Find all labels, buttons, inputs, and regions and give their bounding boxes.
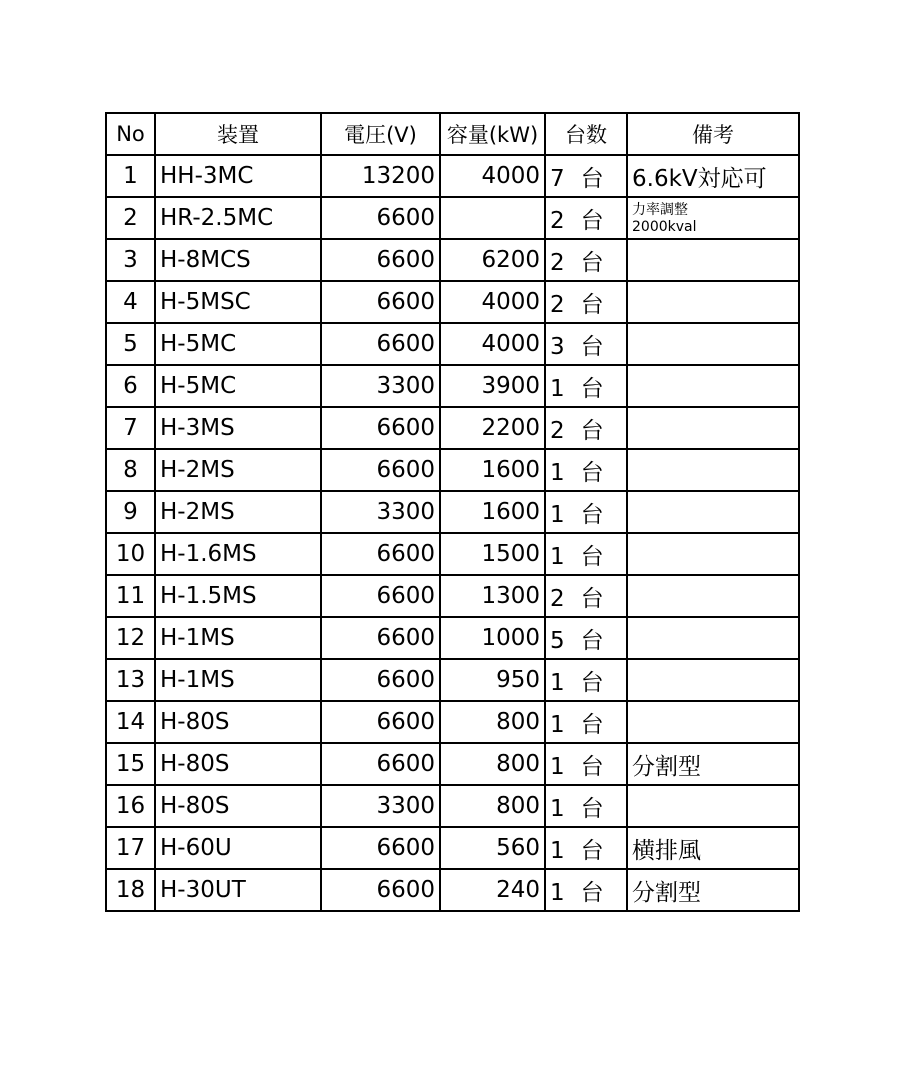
cell-voltage: 6600 <box>321 323 440 365</box>
quantity-value: 1 <box>550 795 565 822</box>
cell-remarks: 横排風 <box>627 827 799 869</box>
quantity-unit: 台 <box>580 249 604 276</box>
cell-quantity <box>545 407 627 449</box>
quantity-unit: 台 <box>580 711 604 738</box>
cell-voltage: 6600 <box>321 281 440 323</box>
cell-quantity <box>545 155 627 197</box>
cell-voltage: 6600 <box>321 869 440 911</box>
cell-capacity: 4000 <box>440 155 545 197</box>
cell-no: 17 <box>106 827 155 869</box>
quantity-unit: 台 <box>580 207 604 234</box>
cell-device: HH-3MC <box>155 155 321 197</box>
cell-quantity <box>545 449 627 491</box>
cell-no: 8 <box>106 449 155 491</box>
quantity-unit: 台 <box>580 333 604 360</box>
quantity-value: 1 <box>550 543 565 570</box>
cell-voltage: 6600 <box>321 701 440 743</box>
cell-remarks <box>627 617 799 659</box>
cell-no: 13 <box>106 659 155 701</box>
cell-quantity <box>545 785 627 827</box>
cell-quantity <box>545 827 627 869</box>
quantity-value: 1 <box>550 669 565 696</box>
cell-device: H-5MC <box>155 365 321 407</box>
cell-capacity: 1600 <box>440 491 545 533</box>
cell-device: H-5MC <box>155 323 321 365</box>
cell-voltage: 3300 <box>321 491 440 533</box>
table-row <box>106 449 799 491</box>
cell-capacity: 560 <box>440 827 545 869</box>
cell-quantity <box>545 491 627 533</box>
cell-voltage: 13200 <box>321 155 440 197</box>
cell-voltage: 6600 <box>321 575 440 617</box>
quantity-value: 2 <box>550 417 565 444</box>
cell-device: H-2MS <box>155 491 321 533</box>
quantity-unit: 台 <box>580 669 604 696</box>
cell-quantity <box>545 869 627 911</box>
cell-device: HR-2.5MC <box>155 197 321 239</box>
table-row <box>106 239 799 281</box>
cell-remarks <box>627 407 799 449</box>
quantity-unit: 台 <box>580 627 604 654</box>
cell-no: 6 <box>106 365 155 407</box>
cell-device: H-80S <box>155 785 321 827</box>
header-capacity: 容量(kW) <box>440 113 545 155</box>
cell-remarks <box>627 701 799 743</box>
quantity-value: 2 <box>550 291 565 318</box>
quantity-unit: 台 <box>580 291 604 318</box>
cell-remarks: 分割型 <box>627 743 799 785</box>
quantity-value: 1 <box>550 459 565 486</box>
equipment-table <box>105 112 800 912</box>
cell-quantity <box>545 533 627 575</box>
cell-no: 10 <box>106 533 155 575</box>
cell-capacity: 1300 <box>440 575 545 617</box>
cell-device: H-1.5MS <box>155 575 321 617</box>
cell-capacity: 3900 <box>440 365 545 407</box>
cell-device: H-2MS <box>155 449 321 491</box>
cell-device: H-80S <box>155 701 321 743</box>
cell-remarks <box>627 659 799 701</box>
header-no: No <box>106 113 155 155</box>
cell-capacity: 2200 <box>440 407 545 449</box>
cell-capacity: 800 <box>440 701 545 743</box>
cell-device: H-5MSC <box>155 281 321 323</box>
quantity-value: 1 <box>550 879 565 906</box>
quantity-value: 1 <box>550 753 565 780</box>
cell-device: H-1MS <box>155 617 321 659</box>
cell-no: 7 <box>106 407 155 449</box>
quantity-unit: 台 <box>580 795 604 822</box>
cell-no: 15 <box>106 743 155 785</box>
cell-remarks <box>627 449 799 491</box>
cell-voltage: 6600 <box>321 407 440 449</box>
header-voltage: 電圧(V) <box>321 113 440 155</box>
table-row <box>106 785 799 827</box>
cell-voltage: 6600 <box>321 449 440 491</box>
table-row <box>106 617 799 659</box>
cell-remarks <box>627 491 799 533</box>
cell-quantity <box>545 365 627 407</box>
cell-device: H-1MS <box>155 659 321 701</box>
cell-remarks <box>627 281 799 323</box>
header-remarks: 備考 <box>627 113 799 155</box>
quantity-value: 2 <box>550 207 565 234</box>
cell-no: 5 <box>106 323 155 365</box>
cell-no: 16 <box>106 785 155 827</box>
cell-no: 4 <box>106 281 155 323</box>
quantity-unit: 台 <box>580 585 604 612</box>
cell-device: H-60U <box>155 827 321 869</box>
table-row <box>106 323 799 365</box>
header-device: 装置 <box>155 113 321 155</box>
remarks-line-1: 力率調整 <box>632 201 688 218</box>
table-row <box>106 701 799 743</box>
table-row <box>106 743 799 785</box>
cell-voltage: 6600 <box>321 827 440 869</box>
cell-quantity <box>545 743 627 785</box>
table-row <box>106 155 799 197</box>
table-row <box>106 365 799 407</box>
cell-device: H-3MS <box>155 407 321 449</box>
cell-remarks <box>627 323 799 365</box>
cell-quantity <box>545 197 627 239</box>
cell-device: H-8MCS <box>155 239 321 281</box>
quantity-value: 7 <box>550 165 565 192</box>
cell-capacity: 4000 <box>440 281 545 323</box>
quantity-value: 1 <box>550 711 565 738</box>
quantity-unit: 台 <box>580 543 604 570</box>
cell-remarks: 6.6kV対応可 <box>627 155 799 197</box>
quantity-value: 2 <box>550 249 565 276</box>
table-row <box>106 575 799 617</box>
header-quantity: 台数 <box>545 113 627 155</box>
cell-no: 12 <box>106 617 155 659</box>
cell-capacity: 4000 <box>440 323 545 365</box>
table-row <box>106 491 799 533</box>
cell-voltage: 6600 <box>321 617 440 659</box>
cell-voltage: 6600 <box>321 659 440 701</box>
quantity-value: 3 <box>550 333 565 360</box>
cell-voltage: 6600 <box>321 239 440 281</box>
quantity-value: 5 <box>550 627 565 654</box>
cell-no: 2 <box>106 197 155 239</box>
table-row <box>106 827 799 869</box>
cell-capacity: 1000 <box>440 617 545 659</box>
cell-quantity <box>545 323 627 365</box>
cell-capacity: 800 <box>440 785 545 827</box>
quantity-unit: 台 <box>580 753 604 780</box>
cell-voltage: 3300 <box>321 785 440 827</box>
cell-capacity: 1500 <box>440 533 545 575</box>
cell-remarks: 分割型 <box>627 869 799 911</box>
cell-remarks <box>627 533 799 575</box>
cell-no: 9 <box>106 491 155 533</box>
cell-voltage: 3300 <box>321 365 440 407</box>
cell-no: 3 <box>106 239 155 281</box>
cell-quantity <box>545 701 627 743</box>
cell-capacity <box>440 197 545 239</box>
cell-remarks <box>627 785 799 827</box>
quantity-unit: 台 <box>580 165 604 192</box>
cell-capacity: 800 <box>440 743 545 785</box>
cell-voltage: 6600 <box>321 197 440 239</box>
cell-capacity: 1600 <box>440 449 545 491</box>
cell-voltage: 6600 <box>321 743 440 785</box>
table-row <box>106 281 799 323</box>
quantity-unit: 台 <box>580 837 604 864</box>
quantity-value: 1 <box>550 501 565 528</box>
cell-remarks <box>627 197 799 239</box>
quantity-value: 1 <box>550 837 565 864</box>
quantity-unit: 台 <box>580 501 604 528</box>
cell-capacity: 950 <box>440 659 545 701</box>
quantity-value: 2 <box>550 585 565 612</box>
quantity-value: 1 <box>550 375 565 402</box>
table-row <box>106 197 799 239</box>
quantity-unit: 台 <box>580 879 604 906</box>
cell-capacity: 240 <box>440 869 545 911</box>
cell-no: 11 <box>106 575 155 617</box>
quantity-unit: 台 <box>580 459 604 486</box>
cell-quantity <box>545 659 627 701</box>
table-row <box>106 869 799 911</box>
quantity-unit: 台 <box>580 375 604 402</box>
cell-quantity <box>545 617 627 659</box>
cell-remarks <box>627 365 799 407</box>
table-row <box>106 659 799 701</box>
quantity-unit: 台 <box>580 417 604 444</box>
cell-device: H-30UT <box>155 869 321 911</box>
table-row <box>106 407 799 449</box>
cell-no: 18 <box>106 869 155 911</box>
cell-no: 1 <box>106 155 155 197</box>
cell-voltage: 6600 <box>321 533 440 575</box>
remarks-line-2: 2000kval <box>632 218 697 235</box>
cell-quantity <box>545 239 627 281</box>
cell-quantity <box>545 575 627 617</box>
cell-device: H-1.6MS <box>155 533 321 575</box>
header-row <box>106 113 799 155</box>
table-row <box>106 533 799 575</box>
cell-remarks <box>627 239 799 281</box>
cell-quantity <box>545 281 627 323</box>
cell-no: 14 <box>106 701 155 743</box>
cell-device: H-80S <box>155 743 321 785</box>
cell-capacity: 6200 <box>440 239 545 281</box>
cell-remarks <box>627 575 799 617</box>
